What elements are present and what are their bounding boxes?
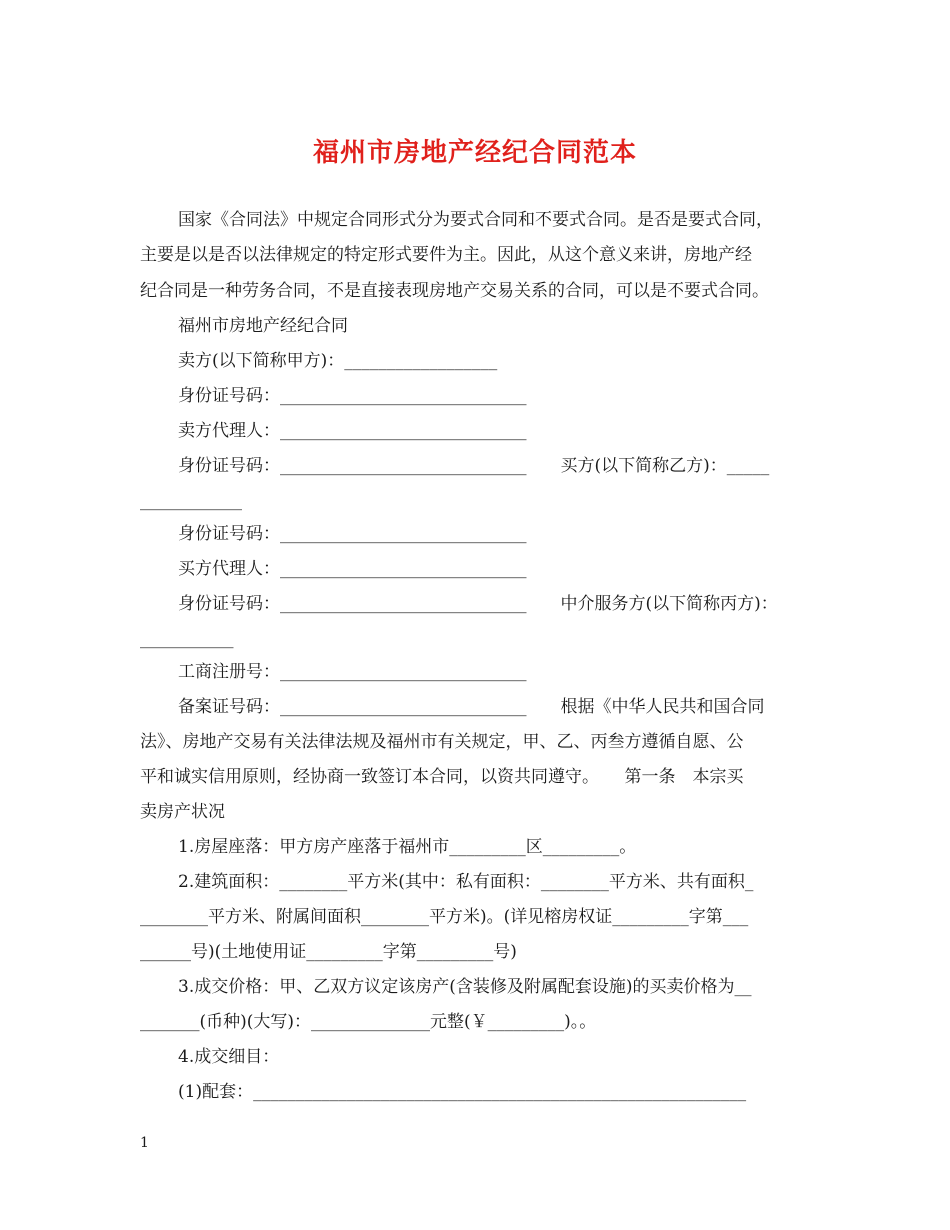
clause-line: 3.成交价格：甲、乙双方议定该房产(含装修及附属配套设施)的买卖价格为__ bbox=[178, 977, 752, 997]
business-registration-line: 工商注册号：_____________________________ bbox=[178, 662, 527, 682]
clause-line: 1.房屋座落：甲方房产座落于福州市_________区_________。 bbox=[178, 837, 637, 857]
clause-line: 2.建筑面积：________平方米(其中：私有面积：________平方米、共有面积_ bbox=[178, 872, 754, 892]
blank-line: ___________ bbox=[140, 629, 234, 649]
agent-id-buyer-line: 身份证号码：_____________________________ 买方(以下简称乙方)：_____ bbox=[178, 456, 770, 476]
paragraph-line: 国家《合同法》中规定合同形式分为要式合同和不要式合同。是否是要式合同， bbox=[178, 210, 773, 230]
paragraph-line: 法》、房地产交易有关法律法规及福州市有关规定，甲、乙、丙叁方遵循自愿、公 bbox=[140, 732, 744, 752]
filing-number-line: 备案证号码：_____________________________ 根据《中华人民共和国合同 bbox=[178, 697, 765, 717]
blank-line: ____________ bbox=[140, 491, 242, 511]
clause-line: ________平方米、附属间面积________平方米)。(详见榕房权证_________字第___ bbox=[140, 907, 749, 927]
clause-line: 4.成交细目： bbox=[178, 1047, 280, 1067]
buyer-id-line: 身份证号码：_____________________________ bbox=[178, 524, 527, 544]
page-number: 1 bbox=[140, 1135, 149, 1151]
paragraph-line: 平和诚实信用原则，经协商一致签订本合同，以资共同遵守。 第一条 本宗买 bbox=[140, 767, 744, 787]
clause-line: ______号)(土地使用证_________字第_________号) bbox=[140, 942, 517, 962]
clause-line: _______(币种)(大写)：______________元整(￥_________)。。 bbox=[140, 1012, 597, 1032]
seller-line: 卖方(以下简称甲方)：__________________ bbox=[178, 351, 498, 371]
paragraph-line: 卖房产状况 bbox=[140, 802, 225, 822]
clause-line: (1)配套：__________________________________________________________ bbox=[178, 1082, 747, 1102]
seller-agent-line: 卖方代理人：_____________________________ bbox=[178, 421, 527, 441]
document-title: 福州市房地产经纪合同范本 bbox=[312, 138, 637, 168]
buyer-agent-line: 买方代理人：_____________________________ bbox=[178, 559, 527, 579]
paragraph-line: 主要是以是否以法律规定的特定形式要件为主。因此，从这个意义来讲，房地产经 bbox=[140, 245, 752, 265]
paragraph-line: 福州市房地产经纪合同 bbox=[178, 316, 348, 336]
seller-id-line: 身份证号码：_____________________________ bbox=[178, 386, 527, 406]
agent-id-intermediary-line: 身份证号码：_____________________________ 中介服务方(以下简称丙方)： bbox=[178, 594, 778, 614]
paragraph-line: 纪合同是一种劳务合同，不是直接表现房地产交易关系的合同，可以是不要式合同。 bbox=[140, 281, 769, 301]
